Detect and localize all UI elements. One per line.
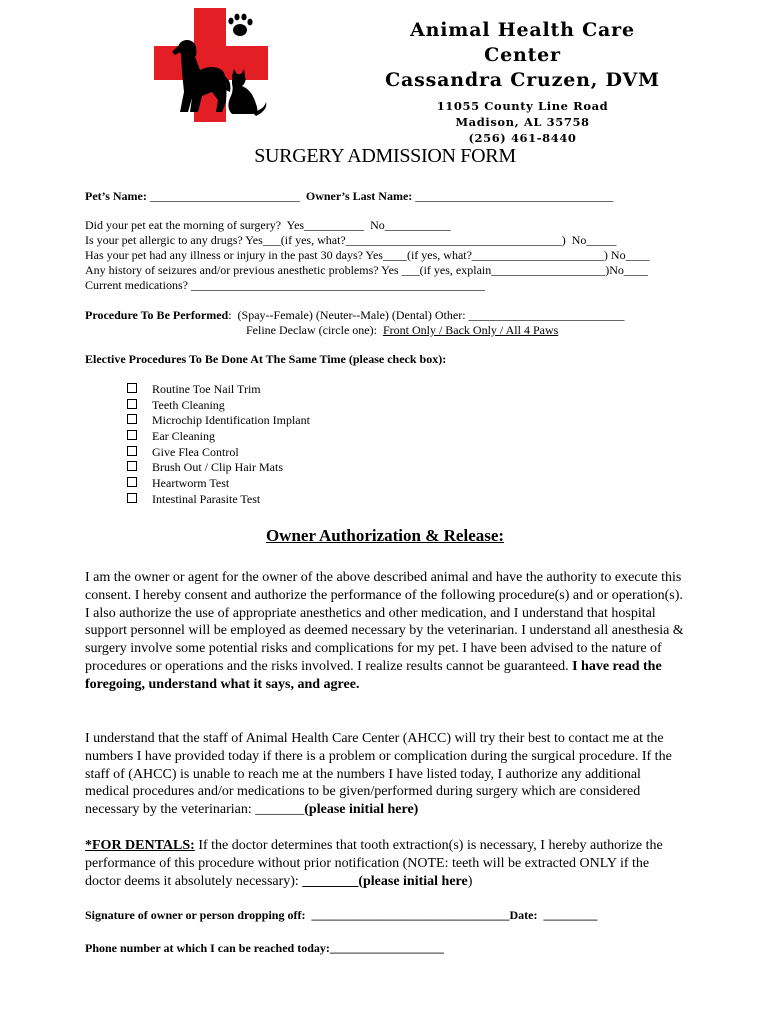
dentals-label: *FOR DENTALS: xyxy=(85,838,195,853)
phone-line[interactable]: Phone number at which I can be reached today:___________________ xyxy=(85,941,444,955)
clinic-city: Madison, AL 35758 xyxy=(455,115,590,129)
declaw-options[interactable]: Front Only / Back Only / All 4 Paws xyxy=(382,323,559,337)
contact-paragraph xyxy=(85,730,685,819)
pets-name-field[interactable]: _________________________ xyxy=(149,189,300,203)
elective-item-parasite-test[interactable] xyxy=(127,492,310,508)
checkbox[interactable] xyxy=(127,477,137,487)
clinic-header xyxy=(370,18,675,146)
elective-item-microchip[interactable] xyxy=(127,413,310,429)
paw-print-icon xyxy=(228,14,252,36)
elective-item-label: Intestinal Parasite Test xyxy=(152,491,261,506)
authorization-agreement: I have read the foregoing, understand what it says, and agree. xyxy=(85,658,662,692)
checkbox[interactable] xyxy=(127,461,137,471)
elective-item-label: Teeth Cleaning xyxy=(152,397,225,412)
signature-line[interactable]: Signature of owner or person dropping off: _________________________________Date: _________ xyxy=(85,908,598,922)
question-seizure-history[interactable]: Any history of seizures and/or previous anesthetic problems? Yes ___(if yes, explain___________________)No____ xyxy=(85,263,648,277)
dentals-text: If the doctor determines that tooth extraction(s) is necessary, I hereby authorize the performance of this procedure without prior notification (NOTE: teeth will be extracted ONLY if the doctor deems it absolutely necessary): xyxy=(85,838,663,889)
form-title: SURGERY ADMISSION FORM xyxy=(254,145,516,167)
authorization-text: I am the owner or agent for the owner of the above described animal and have the authority to execute this consent. I hereby consent and authorize the performance of the following procedure(s) and or operation(s). I also authorize the use of appropriate anesthetics and other medication, and I understand that hospital support personnel will be employed as deemed necessary by the veterinarian. I understand all anesthesia & surgery involve some potential risks and complications for my pet. I have been advised to the nature of procedures or operations and the risks involved. I realize results cannot be guaranteed. xyxy=(85,570,684,674)
elective-item-label: Routine Toe Nail Trim xyxy=(152,382,261,396)
declaw-label: Feline Declaw (circle one): xyxy=(246,323,383,337)
clinic-logo xyxy=(152,6,272,126)
authorization-paragraph xyxy=(85,569,685,694)
elective-item-label: Brush Out / Clip Hair Mats xyxy=(152,460,283,475)
elective-item-teeth-cleaning[interactable] xyxy=(127,398,310,414)
elective-item-flea-control[interactable] xyxy=(127,445,310,461)
elective-checklist xyxy=(127,382,310,508)
question-current-medications[interactable]: Current medications? _________________________________________________ xyxy=(85,278,485,292)
pet-owner-line xyxy=(85,189,613,204)
elective-item-hair-mats[interactable] xyxy=(127,460,310,476)
dentals-initial-field[interactable]: ________(please initial here xyxy=(302,873,468,889)
procedure-line xyxy=(85,308,625,323)
question-recent-illness[interactable]: Has your pet had any illness or injury in the past 30 days? Yes____(if yes, what?______________________) No____ xyxy=(85,248,650,262)
checkbox[interactable] xyxy=(127,430,137,440)
elective-item-ear-cleaning[interactable] xyxy=(127,429,310,445)
elective-item-label: Heartworm Test xyxy=(152,476,230,491)
declaw-line xyxy=(246,323,558,338)
checkbox[interactable] xyxy=(127,493,137,503)
elective-item-heartworm-test[interactable] xyxy=(127,476,310,492)
elective-item-label: Give Flea Control xyxy=(152,444,239,459)
checkbox[interactable] xyxy=(127,446,137,456)
dentals-paragraph xyxy=(85,837,685,890)
elective-item-label: Ear Cleaning xyxy=(152,429,215,444)
elective-item-toe-nail-trim[interactable] xyxy=(127,382,310,398)
procedure-label: Procedure To Be Performed xyxy=(85,308,229,322)
contact-text[interactable]: I understand that the staff of Animal Health Care Center (AHCC) will try their best to contact me at the numbers I have provided today if there is a problem or complication during the surgical procedure. If the staff of (AHCC) is unable to reach me at the numbers I have listed today, I authorize any additional medical procedures and/or medications to be given/performed during surgery which are considered necessary by the veterinarian: _______ xyxy=(85,731,672,818)
procedure-options[interactable]: : (Spay--Female) (Neuter--Male) (Dental) Other: __________________________ xyxy=(228,308,625,322)
clinic-street: 11055 County Line Road xyxy=(436,99,609,113)
question-ate-morning[interactable]: Did your pet eat the morning of surgery? Yes__________ No___________ xyxy=(85,218,451,232)
doctor-name: Cassandra Cruzen, DVM xyxy=(385,69,660,91)
checkbox[interactable] xyxy=(127,414,137,424)
owners-last-name-field[interactable]: _________________________________ xyxy=(415,189,614,203)
elective-title: Elective Procedures To Be Done At The Same Time (please check box): xyxy=(85,352,447,366)
elective-item-label: Microchip Identification Implant xyxy=(152,413,310,428)
authorization-title: Owner Authorization & Release: xyxy=(265,526,505,545)
checkbox[interactable] xyxy=(127,383,137,393)
contact-initial-label: (please initial here) xyxy=(304,802,419,818)
dentals-close: ) xyxy=(467,873,473,889)
clinic-name: Animal Health Care Center xyxy=(410,19,635,66)
checkbox[interactable] xyxy=(127,399,137,409)
question-drug-allergy[interactable]: Is your pet allergic to any drugs? Yes___(if yes, what?____________________________________) No_____ xyxy=(85,233,617,247)
clinic-phone: (256) 461-8440 xyxy=(468,131,577,145)
pets-name-label: Pet’s Name: xyxy=(85,189,147,203)
owners-last-name-label: Owner’s Last Name: xyxy=(305,189,413,203)
